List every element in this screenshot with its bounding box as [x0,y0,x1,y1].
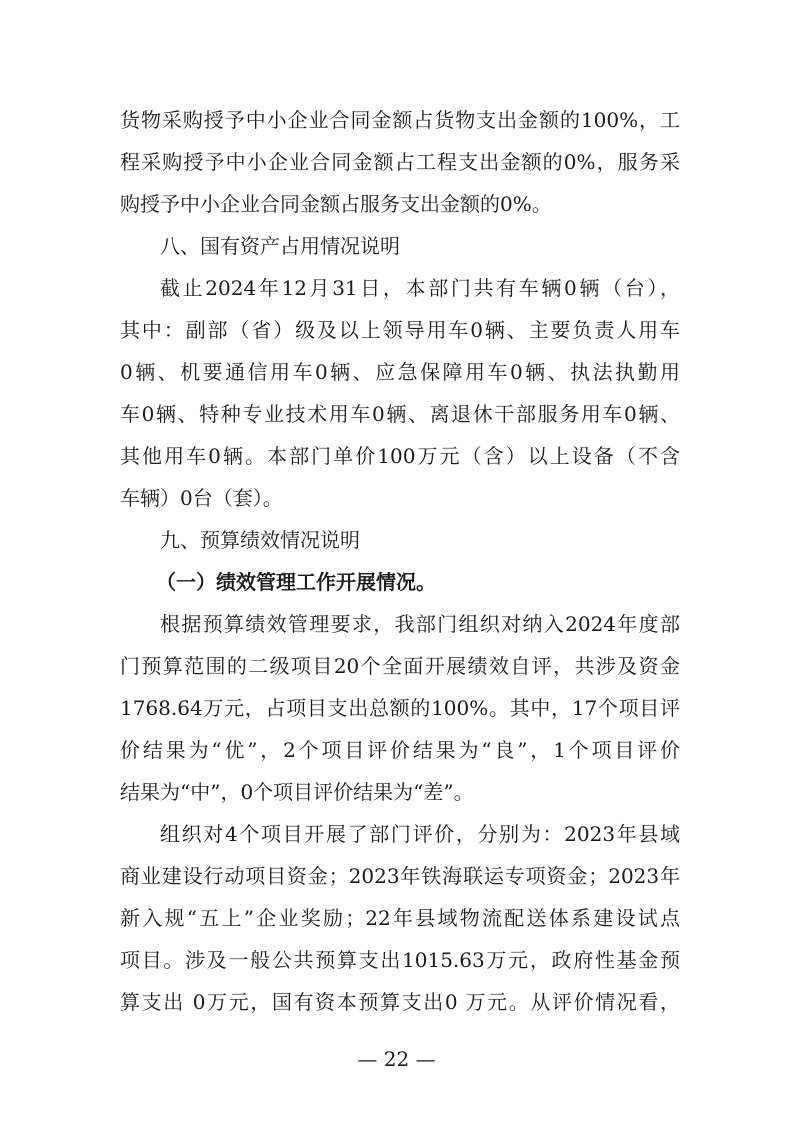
text-line: 货物采购授予中小企业合同金额占货物支出金额的100%，工 [120,108,680,132]
section-heading-8: 八、国有资产占用情况说明 [160,234,400,258]
text-line: 项目。涉及一般公共预算支出1015.63万元，政府性基金预 [120,948,680,972]
document-body [120,99,680,1023]
text-line: 0辆、机要通信用车0辆、应急保障用车0辆、执法执勤用 [120,360,680,384]
subsection-heading-9-1: （一）绩效管理工作开展情况。 [156,570,436,594]
paragraph-department-evaluation [120,813,680,1023]
text-line: 价结果为“优”，2个项目评价结果为“良”，1个项目评价 [120,738,680,762]
text-line: 1768.64万元，占项目支出总额的100%。其中，17个项目评 [120,696,680,720]
text-line: 结果为“中”，0个项目评价结果为“差”。 [120,780,474,804]
text-line: 商业建设行动项目资金；2023年铁海联运专项资金；2023年 [120,864,680,888]
text-line: 新入规“五上”企业奖励；22年县域物流配送体系建设试点 [120,906,680,930]
text-line: 根据预算绩效管理要求，我部门组织对纳入2024年度部 [160,612,680,636]
paragraph-assets [120,267,680,519]
text-line: 程采购授予中小企业合同金额占工程支出金额的0%，服务采 [120,150,680,174]
text-line: 截止2024年12月31日，本部门共有车辆0辆（台）， [160,276,680,300]
paragraph-self-evaluation [120,603,680,813]
text-line: 其中：副部（省）级及以上领导用车0辆、主要负责人用车 [120,318,680,342]
text-line: 算支出 0万元，国有资本预算支出0 万元。从评价情况看， [120,990,680,1014]
text-line: 购授予中小企业合同金额占服务支出金额的0%。 [120,192,552,216]
section-heading-9: 九、预算绩效情况说明 [160,528,360,552]
paragraph-procurement [120,99,680,225]
page-number: — 22 — [357,1047,436,1071]
text-line: 门预算范围的二级项目20个全面开展绩效自评，共涉及资金 [120,654,680,678]
text-line: 组织对4个项目开展了部门评价，分别为：2023年县域 [160,822,680,846]
text-line: 车辆）0台（套）。 [120,486,283,510]
text-line: 其他用车0辆。本部门单价100万元（含）以上设备（不含 [120,444,680,468]
text-line: 车0辆、特种专业技术用车0辆、离退休干部服务用车0辆、 [120,402,680,426]
